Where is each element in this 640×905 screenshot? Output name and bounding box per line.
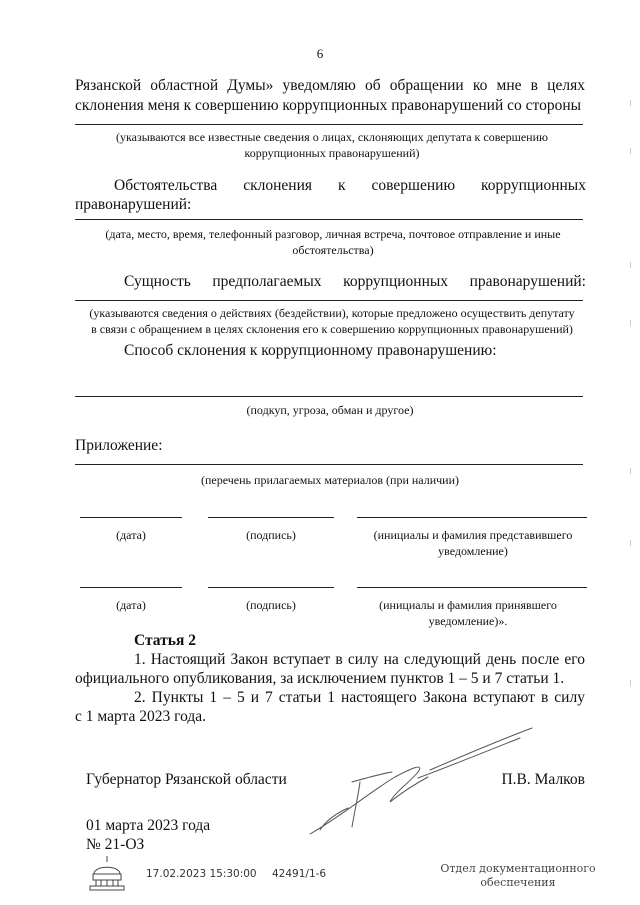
sig1-name: (инициалы и фамилия представившего уведомление) <box>373 528 573 558</box>
word: правонарушений: <box>469 273 586 290</box>
word: статьи <box>278 689 322 706</box>
law-date: 01 марта 2023 года <box>86 817 211 834</box>
fill-line-1 <box>75 124 583 125</box>
sig1-name-line <box>357 517 587 518</box>
word: следующий <box>403 651 481 668</box>
word: – <box>223 689 231 706</box>
sig1-date-line <box>80 517 182 518</box>
word: целях <box>547 77 585 94</box>
word: ко <box>472 77 488 94</box>
sig1-date: (дата) <box>116 528 146 542</box>
word: 5 <box>236 689 245 706</box>
word: коррупционных <box>481 177 586 194</box>
fill-line-2 <box>75 219 583 220</box>
scan-edge-mark <box>630 680 631 686</box>
word: 7 <box>265 689 273 706</box>
word: коррупционных <box>343 273 449 290</box>
word: 2. <box>134 689 146 706</box>
fill-line-4 <box>75 396 583 397</box>
word: 1 <box>327 689 336 706</box>
word: обращении <box>389 77 464 94</box>
article-p1-line-2: официального опубликования, за исключением пунктов 1 – 5 и 7 статьи 1. <box>75 670 565 687</box>
word: в <box>530 77 538 94</box>
article-title: Статья 2 <box>134 632 196 649</box>
word: мне <box>496 77 522 94</box>
word: областной <box>150 77 219 94</box>
word: совершению <box>371 177 456 194</box>
attachment-label: Приложение: <box>75 437 163 454</box>
sig2-name: (инициалы и фамилия принявшего уведомление)». <box>379 598 557 628</box>
word: вступает <box>273 651 331 668</box>
footer-doc-code: 42491/1-6 <box>272 868 327 880</box>
word: 1 <box>209 689 218 706</box>
word: силу <box>554 689 585 706</box>
essence-line <box>124 272 586 292</box>
intro-line-1 <box>75 76 585 96</box>
footer-stamp-line-2: обеспечения <box>480 876 556 889</box>
word: Закон <box>230 651 268 668</box>
word: на <box>383 651 399 668</box>
article-p1-line-1 <box>134 650 585 670</box>
intro-line-2: склонения меня к совершению коррупционных правонарушений со стороны <box>75 97 582 114</box>
scan-edge-mark <box>630 320 631 326</box>
word: Рязанской <box>75 77 142 94</box>
note-essence: (указываются сведения о действиях (бездействии), которые предложено осуществить депутату в связи с обращением в целях склонения его к совершению коррупционных правонарушений) <box>89 306 575 336</box>
sig2-name-line <box>357 587 587 588</box>
scan-edge-mark <box>630 262 631 268</box>
sig2-date-line <box>80 587 182 588</box>
sig2-date: (дата) <box>116 598 146 612</box>
method-line: Способ склонения к коррупционному правонарушению: <box>124 342 497 359</box>
duma-logo-icon <box>86 854 128 894</box>
fill-line-3 <box>75 300 583 301</box>
law-number: № 21-ОЗ <box>86 836 145 853</box>
word: склонения <box>243 177 313 194</box>
article-p2-line-1 <box>134 688 585 708</box>
word: и <box>250 689 260 706</box>
word: Обстоятельства <box>114 177 218 194</box>
sig2-signature: (подпись) <box>246 598 296 612</box>
word: в <box>335 651 343 668</box>
signer-position: Губернатор Рязанской области <box>86 771 287 788</box>
signer-name: П.В. Малков <box>501 771 585 788</box>
word: Закона <box>422 689 468 706</box>
word: день <box>486 651 517 668</box>
scan-edge-mark <box>630 100 631 106</box>
word: Думы» <box>227 77 274 94</box>
word: уведомляю <box>282 77 356 94</box>
word: настоящего <box>341 689 417 706</box>
note-circumstances: (дата, место, время, телефонный разговор, личная встреча, почтовое отправление и иные обстоятельства) <box>105 227 561 257</box>
fill-line-5 <box>75 464 583 465</box>
circumstances-line-2: правонарушений: <box>75 196 192 213</box>
word: Пункты <box>151 689 204 706</box>
word: предполагаемых <box>212 273 322 290</box>
note-persons: (указываются все известные сведения о лицах, склоняющих депутата к совершению коррупционных правонарушений) <box>116 130 548 160</box>
word: вступают <box>473 689 535 706</box>
word: силу <box>347 651 379 668</box>
footer-stamp <box>438 862 598 890</box>
page-number: 6 <box>316 46 324 61</box>
word: об <box>364 77 381 94</box>
word: в <box>540 689 549 706</box>
scan-edge-mark <box>630 540 631 546</box>
sig1-signature: (подпись) <box>246 528 296 542</box>
word: после <box>521 651 560 668</box>
word: Настоящий <box>150 651 226 668</box>
footer-timestamp: 17.02.2023 15:30:00 <box>146 868 257 880</box>
word: Сущность <box>124 273 191 290</box>
word: его <box>564 651 585 668</box>
sig2-signature-line <box>208 587 334 588</box>
scan-edge-mark <box>630 468 631 474</box>
scan-edge-mark <box>630 148 631 154</box>
article-p2-line-2: с 1 марта 2023 года. <box>75 708 207 725</box>
note-method: (подкуп, угроза, обман и другое) <box>246 403 414 417</box>
footer-stamp-line-1: Отдел документационного <box>440 862 596 875</box>
word: 1. <box>134 651 146 668</box>
sig1-signature-line <box>208 517 334 518</box>
note-attachment: (перечень прилагаемых материалов (при наличии) <box>201 473 459 487</box>
word: к <box>338 177 346 194</box>
circumstances-line-1 <box>114 176 586 196</box>
